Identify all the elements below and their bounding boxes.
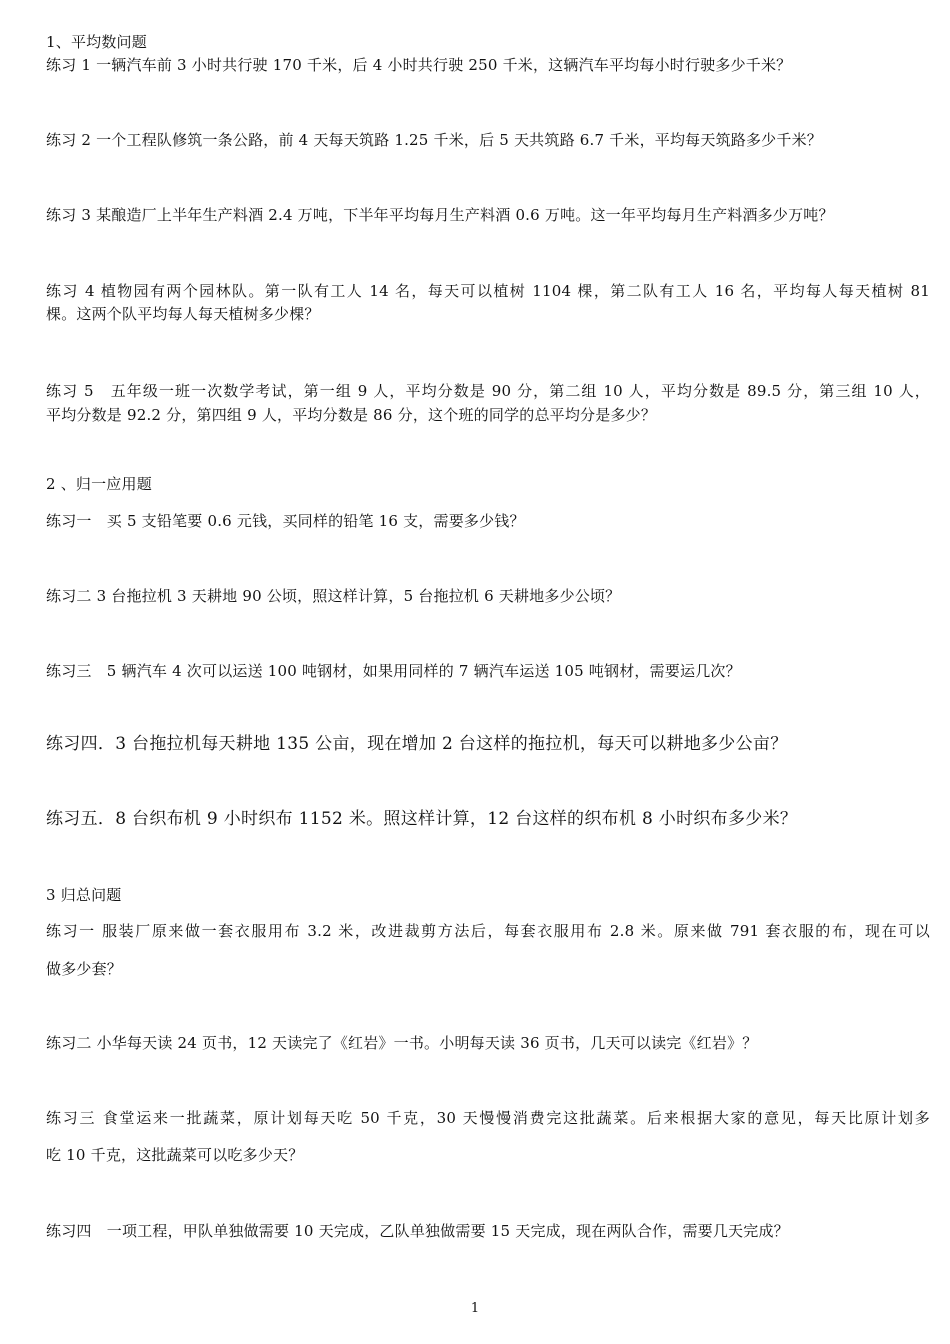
exercise-1-1: 练习 1 一辆汽车前 3 小时共行驶 170 千米，后 4 小时共行驶 250 千米，这辆汽车平均每小时行驶多少千米？ bbox=[46, 56, 792, 74]
section-heading-averages: 1、平均数问题 bbox=[46, 33, 147, 51]
exercise-1-5-line2: 平均分数是 92.2 分，第四组 9 人，平均分数是 86 分，这个班的同学的总平均分是多少？ bbox=[46, 406, 657, 424]
exercise-3-1-line2: 做多少套？ bbox=[46, 960, 123, 978]
exercise-2-5: 练习五．8 台织布机 9 小时织布 1152 米。照这样计算，12 台这样的织布机 8 小时织布多少米？ bbox=[46, 809, 798, 829]
exercise-2-2: 练习二 3 台拖拉机 3 天耕地 90 公顷，照这样计算，5 台拖拉机 6 天耕地多少公顷？ bbox=[46, 587, 621, 605]
exercise-1-4-line1: 练习 4 植物园有两个园林队。第一队有工人 14 名，每天可以植树 1104 棵，第二队有工人 16 名，平均每人每天植树 81 bbox=[46, 282, 930, 300]
exercise-1-3: 练习 3 某酿造厂上半年生产料酒 2.4 万吨，下半年平均每月生产料酒 0.6 万吨。这一年平均每月生产料酒多少万吨？ bbox=[46, 206, 834, 224]
exercise-1-4-line2: 棵。这两个队平均每人每天植树多少棵？ bbox=[46, 305, 320, 323]
page-number: 1 bbox=[470, 1301, 480, 1316]
exercise-3-1-line1: 练习一 服装厂原来做一套衣服用布 3.2 米，改进裁剪方法后，每套衣服用布 2.8 米。原来做 791 套衣服的布，现在可以 bbox=[46, 922, 930, 940]
exercise-2-3: 练习三 5 辆汽车 4 次可以运送 100 吨钢材，如果用同样的 7 辆汽车运送 105 吨钢材，需要运几次？ bbox=[46, 662, 741, 680]
exercise-2-1: 练习一 买 5 支铅笔要 0.6 元钱，买同样的铅笔 16 支，需要多少钱？ bbox=[46, 512, 525, 530]
exercise-3-2: 练习二 小华每天读 24 页书，12 天读完了《红岩》一书。小明每天读 36 页书，几天可以读完《红岩》？ bbox=[46, 1034, 758, 1052]
section-heading-totals: 3 归总问题 bbox=[46, 886, 122, 904]
exercise-3-4: 练习四 一项工程，甲队单独做需要 10 天完成，乙队单独做需要 15 天完成，现在两队合作，需要几天完成？ bbox=[46, 1222, 789, 1240]
exercise-3-3-line1: 练习三 食堂运来一批蔬菜，原计划每天吃 50 千克，30 天慢慢消费完这批蔬菜。后来根据大家的意见，每天比原计划多 bbox=[46, 1109, 930, 1127]
exercise-1-5-line1: 练习 5 五年级一班一次数学考试，第一组 9 人，平均分数是 90 分，第二组 10 人，平均分数是 89.5 分，第三组 10 人， bbox=[46, 382, 930, 400]
exercise-2-4: 练习四．3 台拖拉机每天耕地 135 公亩，现在增加 2 台这样的拖拉机，每天可以耕地多少公亩？ bbox=[46, 734, 788, 754]
exercise-1-2: 练习 2 一个工程队修筑一条公路，前 4 天每天筑路 1.25 千米，后 5 天共筑路 6.7 千米，平均每天筑路多少千米？ bbox=[46, 131, 822, 149]
exercise-3-3-line2: 吃 10 千克，这批蔬菜可以吃多少天？ bbox=[46, 1146, 304, 1164]
section-heading-unitary: 2 、归一应用题 bbox=[46, 475, 152, 493]
